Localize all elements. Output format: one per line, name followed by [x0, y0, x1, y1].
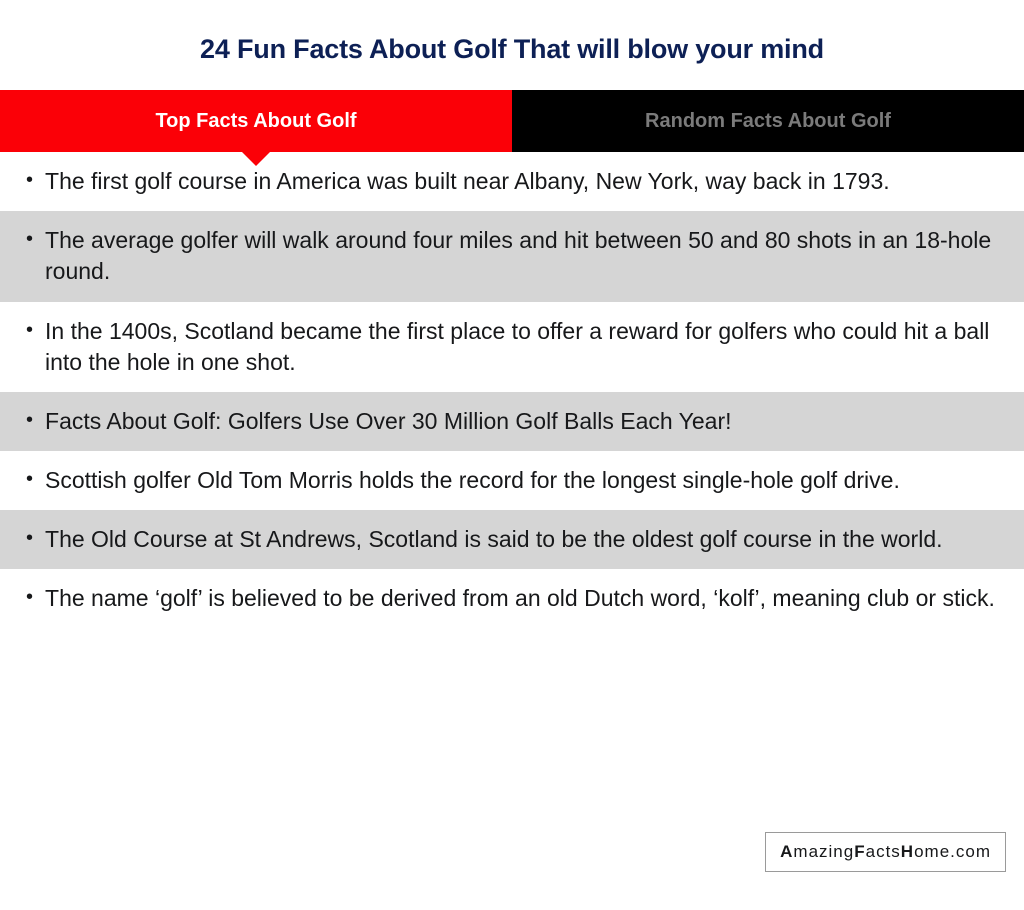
list-item: [0, 451, 1024, 510]
list-item: [0, 510, 1024, 569]
watermark-part: ome: [914, 842, 951, 861]
fact-text: Facts About Golf: Golfers Use Over 30 Million Golf Balls Each Year!: [45, 407, 732, 434]
facts-list: [0, 152, 1024, 627]
list-item: [0, 569, 1024, 628]
watermark-part: A: [780, 842, 794, 861]
bullet-icon: •: [26, 585, 34, 608]
bullet-icon: •: [26, 228, 34, 251]
fact-text: The first golf course in America was built near Albany, New York, way back in 1793.: [45, 168, 890, 195]
fact-text: The name ‘golf’ is believed to be derived from an old Dutch word, ‘kolf’, meaning club or stick.: [45, 584, 995, 611]
list-item: [0, 302, 1024, 392]
bullet-icon: •: [26, 318, 34, 341]
fact-text: The average golfer will walk around four miles and hit between 50 and 80 shots in an 18-hole round.: [45, 227, 992, 285]
fact-text: In the 1400s, Scotland became the first place to offer a reward for golfers who could hit a ball into the hole in one shot.: [45, 317, 990, 375]
bullet-icon: •: [26, 467, 34, 490]
watermark-part: mazing: [793, 842, 855, 861]
bullet-icon: •: [26, 408, 34, 431]
list-item: [0, 392, 1024, 451]
bullet-icon: •: [26, 526, 34, 549]
watermark-part: F: [854, 842, 866, 861]
tab-top-facts-about-golf[interactable]: [0, 90, 512, 152]
list-item: [0, 211, 1024, 301]
watermark-part: H: [900, 842, 915, 861]
fact-text: Scottish golfer Old Tom Morris holds the record for the longest single-hole golf drive.: [45, 466, 900, 493]
tab-label: Random Facts About Golf: [645, 109, 891, 132]
page-title: 24 Fun Facts About Golf That will blow your mind: [200, 34, 824, 64]
tab-label: Top Facts About Golf: [155, 109, 357, 132]
watermark-part: .com: [950, 842, 991, 861]
active-tab-pointer-icon: [242, 152, 270, 166]
fact-text: The Old Course at St Andrews, Scotland is said to be the oldest golf course in the world.: [45, 525, 943, 552]
list-item: [0, 152, 1024, 211]
tab-random-facts-about-golf[interactable]: [512, 90, 1024, 152]
watermark: [765, 832, 1006, 872]
bullet-icon: •: [26, 169, 34, 192]
tab-bar: [0, 90, 1024, 152]
watermark-part: acts: [865, 842, 901, 861]
